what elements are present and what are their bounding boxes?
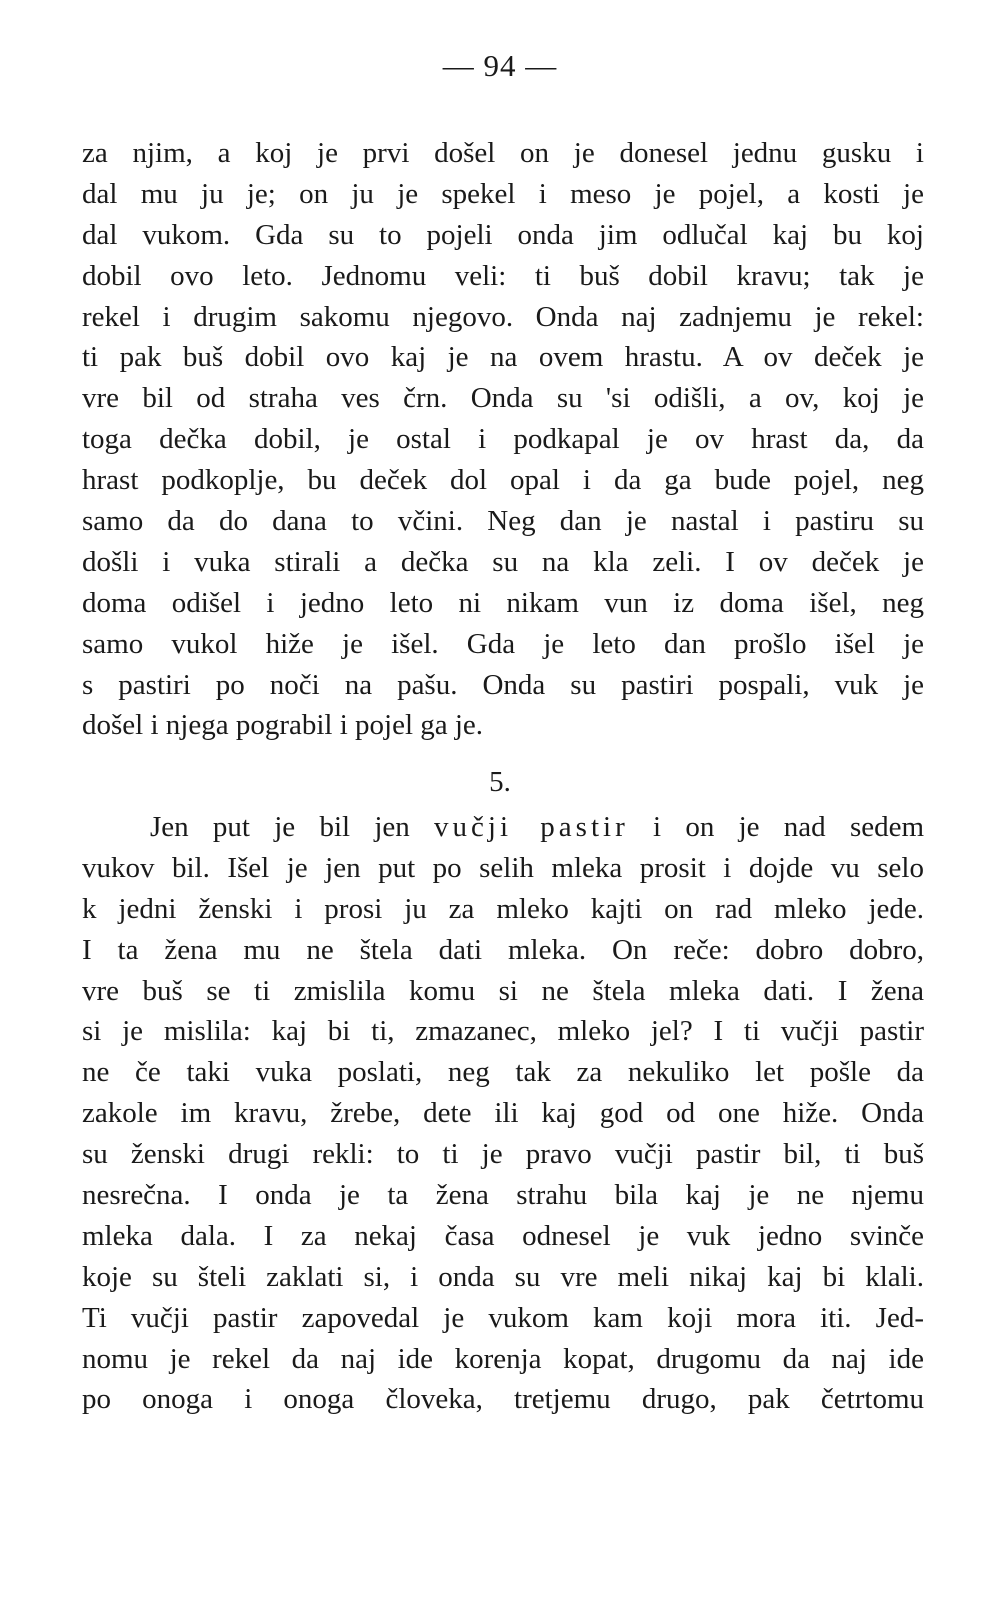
text-line: ne če taki vuka poslati, neg tak za nekuliko let pošle da: [82, 1056, 924, 1089]
text-line: Ti vučji pastir zapovedal je vukom kam koji mora iti. Jed-: [82, 1301, 924, 1334]
text-line: za njim, a koj je prvi došel on je donesel jednu gusku i: [82, 137, 924, 169]
paragraph-2: [82, 807, 924, 1420]
text-line: dal vukom. Gda su to pojeli onda jim odlučal kaj bu koj: [82, 218, 924, 251]
text-line: nesrečna. I onda je ta žena strahu bila kaj je ne njemu: [82, 1179, 924, 1212]
text-line: rekel i drugim sakomu njegovo. Onda naj zadnjemu je rekel:: [82, 300, 924, 333]
text-line: hrast podkoplje, bu deček dol opal i da ga bude pojel, neg: [82, 464, 924, 497]
text-line: doma odišel i jedno leto ni nikam vun iz doma išel, neg: [82, 586, 924, 619]
text-line: I ta žena mu ne štela dati mleka. On reče: dobro dobro,: [82, 933, 924, 966]
text-line-first: [82, 807, 924, 848]
text-line: samo da do dana to včini. Neg dan je nastal i pastiru su: [82, 505, 924, 538]
text-line: nomu je rekel da naj ide korenja kopat, drugomu da naj ide: [82, 1342, 924, 1375]
paragraph-1: [82, 133, 924, 746]
text-line: došli i vuka stirali a dečka su na kla zeli. I ov deček je: [82, 545, 924, 578]
text-line: mleka dala. I za nekaj časa odnesel je vuk jedno svinče: [82, 1219, 924, 1252]
section-number: 5.: [489, 766, 511, 798]
text-line: toga dečka dobil, je ostal i podkapal je ov hrast da, da: [82, 423, 924, 456]
text-line: su ženski drugi rekli: to ti je pravo vučji pastir bil, ti buš: [82, 1138, 924, 1171]
text-line: koje su šteli zaklati si, i onda su vre meli nikaj kaj bi klali.: [82, 1260, 924, 1293]
text-line: vre buš se ti zmislila komu si ne štela mleka dati. I žena: [82, 974, 924, 1007]
text-line: vre bil od straha ves črn. Onda su 'si odišli, a ov, koj je: [82, 382, 924, 415]
text-segment: Jen put je bil jen: [150, 811, 410, 843]
text-line: ti pak buš dobil ovo kaj je na ovem hrastu. A ov deček je: [82, 341, 924, 374]
text-line: po onoga i onoga človeka, tretjemu drugo, pak četrtomu: [82, 1383, 924, 1416]
text-line: vukov bil. Išel je jen put po selih mleka prosit i dojde vu selo: [82, 851, 924, 884]
spaced-emphasis: vučji pastir: [434, 811, 629, 843]
text-line: zakole im kravu, žrebe, dete ili kaj god od one hiže. Onda: [82, 1097, 924, 1130]
text-line: dal mu ju je; on ju je spekel i meso je pojel, a kosti je: [82, 177, 924, 210]
text-line: k jedni ženski i prosi ju za mleko kajti on rad mleko jede.: [82, 892, 924, 925]
text-line: dobil ovo leto. Jednomu veli: ti buš dobil kravu; tak je: [82, 259, 924, 292]
text-line: samo vukol hiže je išel. Gda je leto dan prošlo išel je: [82, 627, 924, 660]
text-line: došel i njega pograbil i pojel ga je.: [82, 709, 484, 742]
text-line: si je mislila: kaj bi ti, zmazanec, mleko jel? I ti vučji pastir: [82, 1015, 924, 1048]
page-number: — 94 —: [442, 48, 558, 83]
text-line: s pastiri po noči na pašu. Onda su pastiri pospali, vuk je: [82, 668, 924, 701]
text-segment: i on je nad sedem: [653, 811, 925, 843]
